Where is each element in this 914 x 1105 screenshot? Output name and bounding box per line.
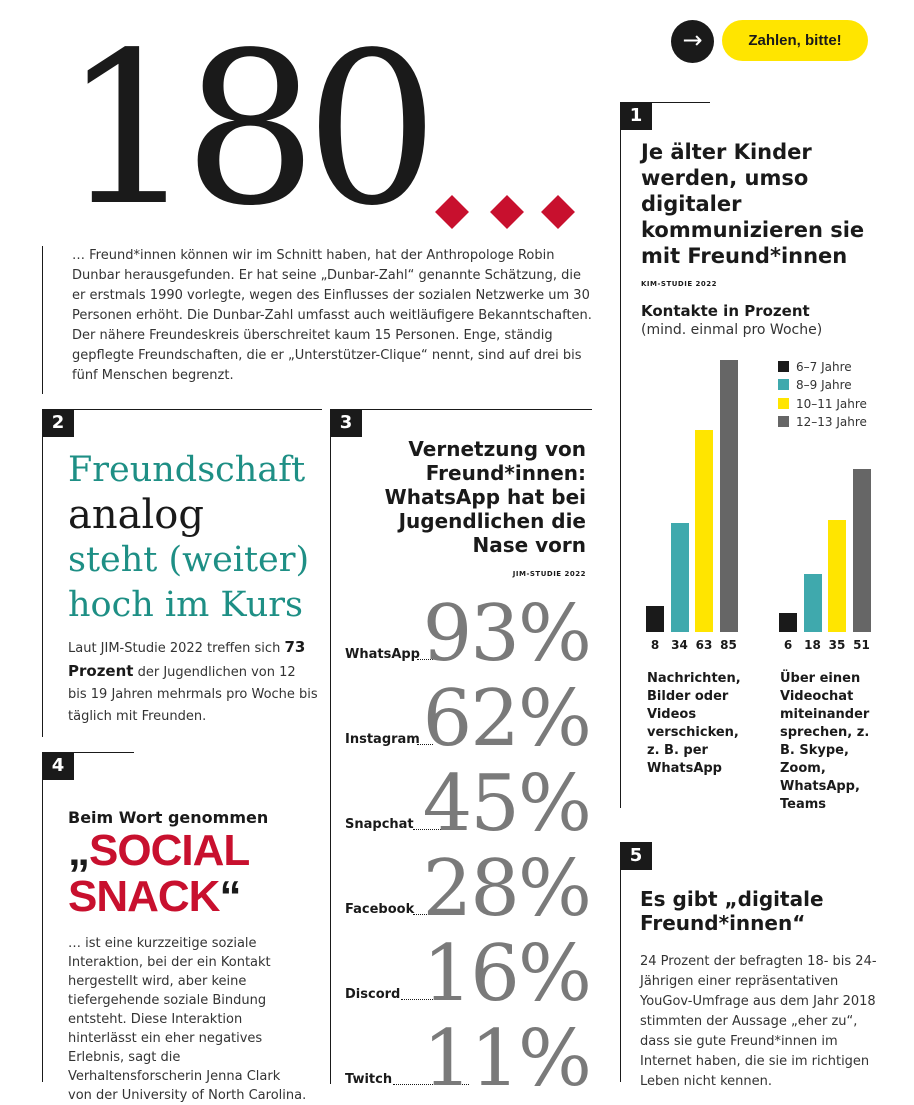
platform-row <box>345 928 590 1019</box>
section5-title: Es gibt „digitale Freund*innen“ <box>640 887 824 935</box>
legend-label: 10–11 Jahre <box>796 397 867 411</box>
chart-bar <box>828 520 846 632</box>
chart-bar <box>671 523 689 632</box>
chart-bar <box>720 360 738 632</box>
close-quote: “ <box>219 872 241 921</box>
section-divider <box>330 409 592 410</box>
intro-text: … Freund*innen können wir im Schnitt haben, hat der Anthropologe Robin Dunbar herausgefunden. Er hat seine „Dunbar-Zahl“ genannte Schätzung, die er erstmals 1990 vorlegte, wegen des Einflusses der sozialen Netzwerke um 30 Personen erhöht. Die Dunbar-Zahl umfasst auch weitläufigere Bekanntschaften. Der nähere Freundeskreis überschreitet kaum 15 Personen. Enge, ständig gepflegte Freundschaften, die er „Unterstützer-Clique“ nennt, sind auf drei bis fünf Menschen begrenzt. <box>72 248 592 383</box>
platform-label: Twitch <box>345 1072 393 1087</box>
platform-value: 28% <box>422 844 590 934</box>
legend-item <box>778 397 867 411</box>
section-badge-4: 4 <box>42 752 74 780</box>
next-arrow-icon[interactable]: → <box>671 20 714 63</box>
section-rule <box>42 752 43 1082</box>
platform-row <box>345 673 590 764</box>
chart-bar <box>853 469 871 632</box>
section4-kicker: Beim Wort genommen <box>68 808 269 827</box>
legend-label: 12–13 Jahre <box>796 415 867 429</box>
section-badge-1: 1 <box>620 102 652 130</box>
heading-word: SOCIAL <box>89 826 250 875</box>
section-rule <box>42 409 43 737</box>
platform-row <box>345 588 590 679</box>
platform-value: 93% <box>422 589 590 679</box>
body-highlight: 73 Prozent <box>68 638 306 680</box>
legend-swatch <box>778 416 789 427</box>
heading-line: analog <box>68 492 204 538</box>
heading-line: Freundschaft <box>68 450 306 490</box>
diamond-icon <box>541 195 575 229</box>
section-badge-2: 2 <box>42 409 74 437</box>
platform-value: 45% <box>422 759 590 849</box>
bar-value-label: 63 <box>695 638 713 652</box>
platform-row <box>345 843 590 934</box>
bar-value-label: 18 <box>804 638 821 652</box>
legend-swatch <box>778 379 789 390</box>
section2-body <box>68 636 318 728</box>
legend-item <box>778 360 852 374</box>
platform-row <box>345 1013 590 1104</box>
diamond-icon <box>490 195 524 229</box>
platform-value: 16% <box>422 929 590 1019</box>
platform-label: Facebook <box>345 902 415 917</box>
bar-value-label: 51 <box>853 638 870 652</box>
bar-value-label: 85 <box>720 638 737 652</box>
open-quote: „ <box>68 826 89 875</box>
diamond-icon <box>435 195 469 229</box>
chart-bar <box>646 606 664 632</box>
platform-label: Snapchat <box>345 817 414 832</box>
section3-source: JIM-STUDIE 2022 <box>512 570 586 578</box>
legend-label: 6–7 Jahre <box>796 360 852 374</box>
cta-button[interactable]: Zahlen, bitte! <box>722 20 868 61</box>
platform-value: 62% <box>422 674 590 764</box>
section5-body: 24 Prozent der befragten 18- bis 24-Jährigen einer repräsentativen YouGov-Umfrage aus dem Jahr 2018 stimmten der Aussage „eher zu“, dass sie gute Freund*innen im Internet haben, die sie im richtigen Leben nicht kennen. <box>640 954 877 1089</box>
section-rule <box>620 842 621 1082</box>
platform-value: 11% <box>422 1014 590 1104</box>
legend-item <box>778 415 867 429</box>
legend-item <box>778 378 852 392</box>
bar-value-label: 35 <box>828 638 846 652</box>
platform-row <box>345 758 590 849</box>
section-badge-5: 5 <box>620 842 652 870</box>
section4-body: … ist eine kurzzeitige soziale Interaktion, bei der ein Kontakt hergestellt wird, aber keine tiefergehende soziale Bindung entsteht. Diese Interaktion hinterlässt ein eher negatives Erlebnis, sagt die Verhaltensforscherin Jenna Clark von der University of North Carolina. <box>68 936 307 1103</box>
legend-swatch <box>778 398 789 409</box>
chart-bar <box>804 574 822 632</box>
heading-line: hoch im Kurs <box>68 585 304 625</box>
legend-label: 8–9 Jahre <box>796 378 852 392</box>
chart-category-label: Über einen Videochat miteinander sprechen, z. B. Skype, Zoom, WhatsApp, Teams <box>780 671 870 812</box>
platform-label: Instagram <box>345 732 420 747</box>
section-divider <box>42 409 322 410</box>
section-rule <box>620 102 621 808</box>
section1-title: Je älter Kinder werden, umso digitaler kommunizieren sie mit Freund*innen <box>641 140 865 268</box>
chart-bar <box>695 430 713 632</box>
chart-subtitle: (mind. einmal pro Woche) <box>641 322 823 338</box>
chart-category-label: Nachrichten, Bilder oder Videos verschicken, z. B. per WhatsApp <box>647 671 741 776</box>
section-rule <box>330 409 331 1084</box>
heading-line: steht (weiter) <box>68 540 310 580</box>
chart-bar <box>779 613 797 632</box>
section-badge-3: 3 <box>330 409 362 437</box>
hero-number: 180 <box>62 7 427 252</box>
legend-swatch <box>778 361 789 372</box>
bar-value-label: 8 <box>650 638 660 652</box>
section2-heading <box>68 448 318 628</box>
platform-label: Discord <box>345 987 401 1002</box>
section1-source: KIM-STUDIE 2022 <box>641 280 718 288</box>
body-text: Laut JIM-Studie 2022 treffen sich <box>68 641 281 656</box>
social-snack-heading <box>68 828 249 920</box>
section3-title: Vernetzung von Freund*innen: WhatsApp hat bei Jugendlichen die Nase vorn <box>384 437 586 557</box>
platform-label: WhatsApp <box>345 647 420 662</box>
heading-word: SNACK <box>68 872 220 921</box>
chart-title: Kontakte in Prozent <box>641 302 810 320</box>
intro-rule <box>42 246 43 394</box>
body-text: der Jugendlichen von 12 bis 19 Jahren mehrmals pro Woche bis täglich mit Freunden. <box>68 665 318 724</box>
bar-value-label: 6 <box>783 638 793 652</box>
bar-value-label: 34 <box>671 638 688 652</box>
